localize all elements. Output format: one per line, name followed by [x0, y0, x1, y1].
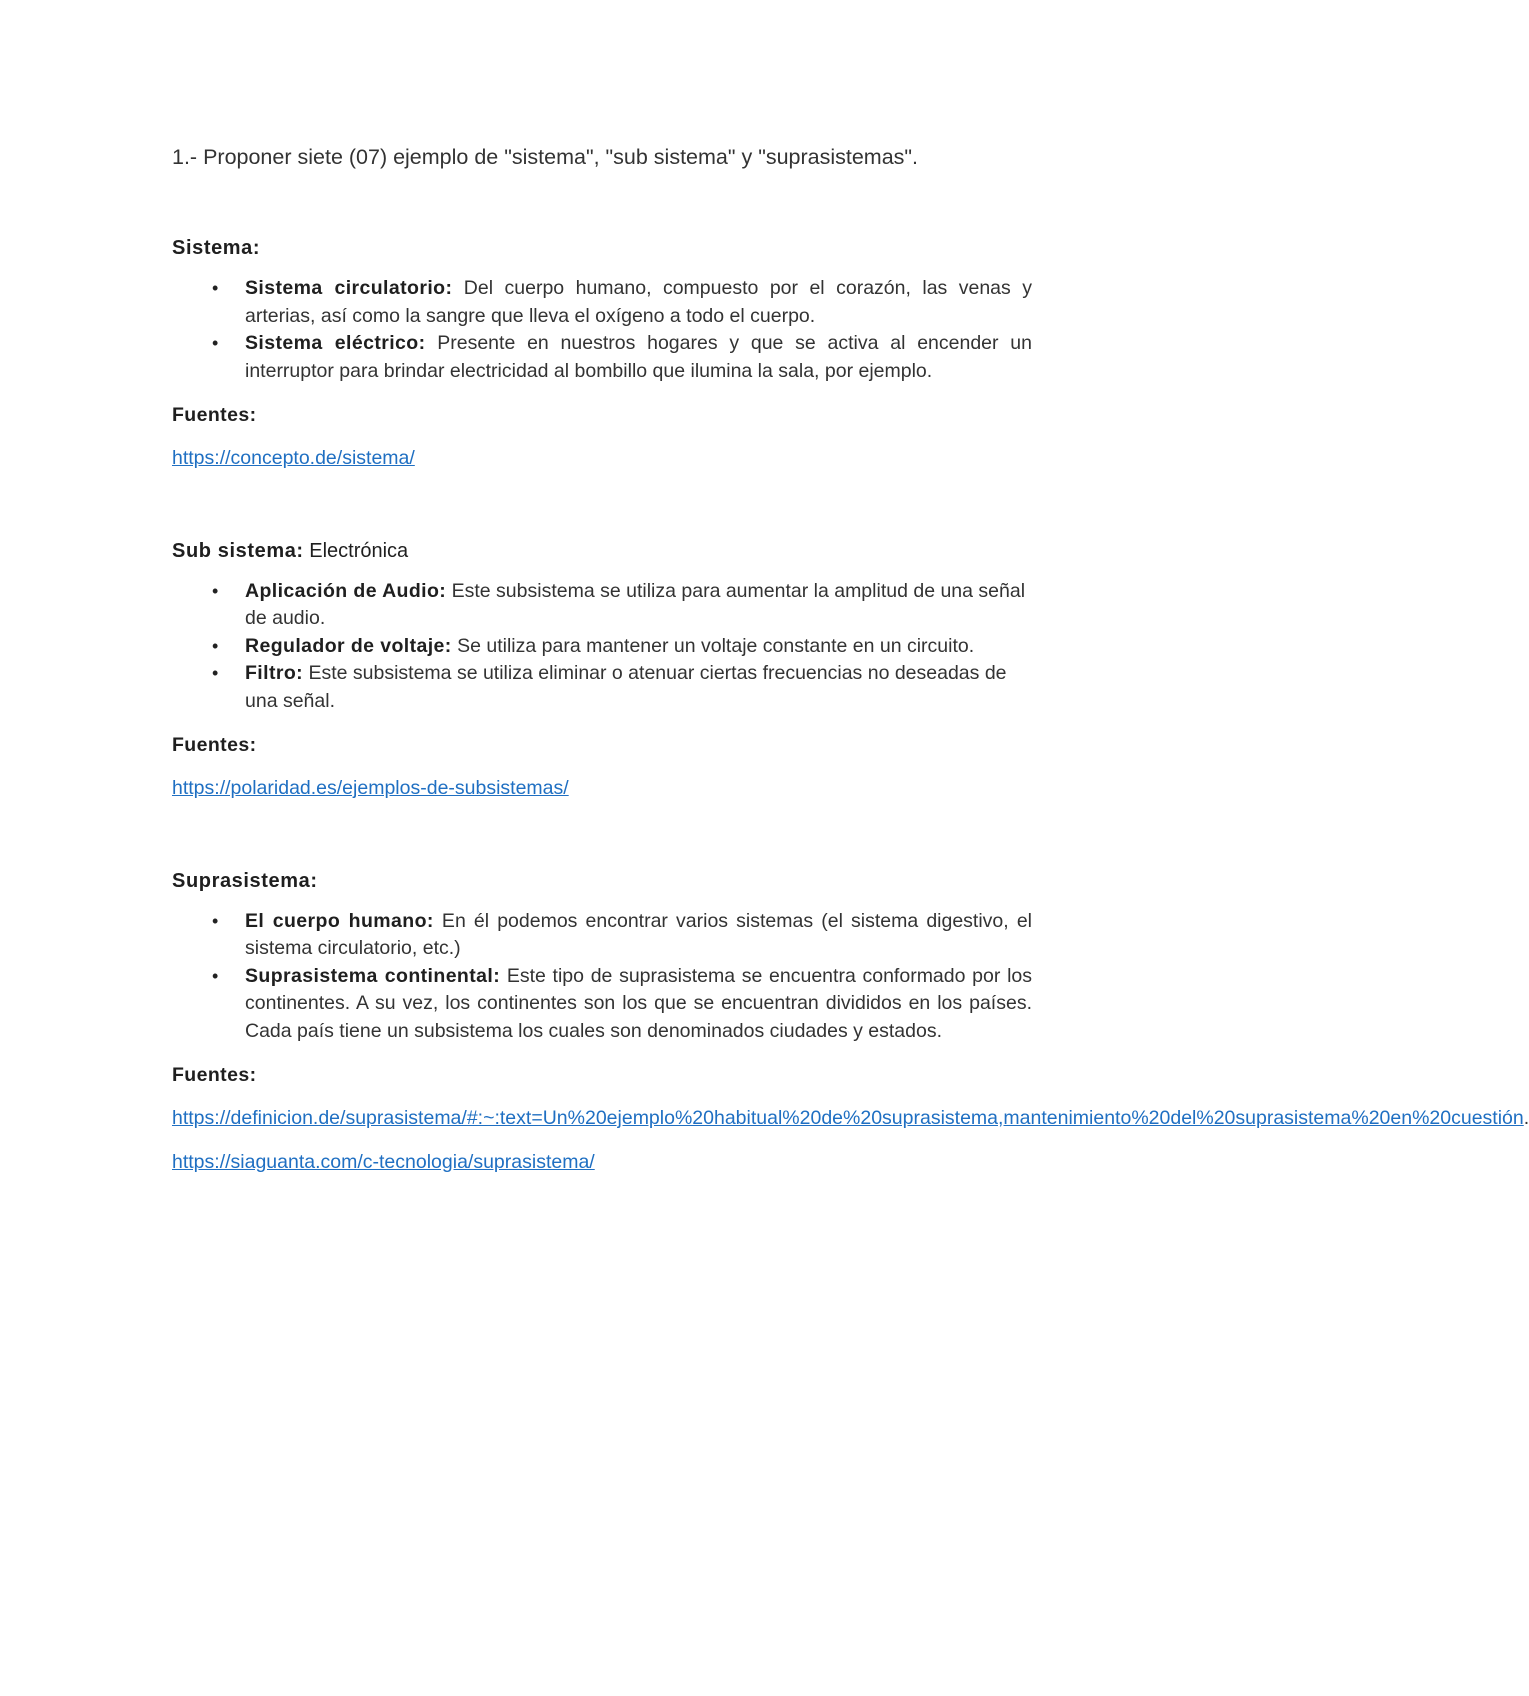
heading-label: Suprasistema:: [172, 869, 318, 892]
item-text: Se utiliza para mantener un voltaje constante en un circuito.: [451, 634, 975, 657]
item-text: Del cuerpo humano, compuesto por el corazón, las venas y arterias, así como la sangre que lleva el oxígeno a todo el cuerpo.: [245, 277, 1032, 327]
bullet-icon: •: [212, 965, 219, 986]
item-text: Este tipo de suprasistema se encuentra conformado por los continentes. A su vez, los continentes son los que se encuentran divididos en los países. Cada país tiene un subsistema los cuales son denominados ciudades y estados.: [245, 964, 1032, 1042]
section-heading: [172, 234, 1032, 262]
bullet-list: [172, 275, 1032, 385]
fuentes-label: Fuentes:: [172, 404, 257, 426]
section-sistema: [172, 234, 1032, 473]
source-link[interactable]: https://polaridad.es/ejemplos-de-subsistemas/: [172, 777, 569, 799]
source-link-paragraph: [172, 445, 1032, 473]
fuentes-label: Fuentes:: [172, 1064, 257, 1086]
section-heading: [172, 867, 1032, 895]
source-link-paragraph: [172, 1149, 1032, 1177]
bullet-icon: •: [212, 635, 219, 656]
source-link-paragraph: https://definicion.de/suprasistema/#:~:text=Un%20ejemplo%20habitual%20de%20suprasistema,mantenimiento%20del%20suprasistema%20en%20cuestión.: [172, 1107, 1529, 1129]
bullet-icon: •: [212, 580, 219, 601]
list-item: [172, 275, 1032, 330]
heading-label: Sub sistema:: [172, 539, 304, 562]
section-suprasistema: [172, 867, 1529, 1177]
source-link[interactable]: https://definicion.de/suprasistema/#:~:text=Un%20ejemplo%20habitual%20de%20suprasistema,mantenimiento%20del%20suprasistema%20en%20cuestión: [172, 1107, 1524, 1129]
item-term: Sistema eléctrico:: [245, 332, 426, 354]
source-link-paragraph: [172, 775, 1032, 803]
list-item: [172, 330, 1032, 385]
document-body: [172, 143, 1529, 1192]
heading-label: Sistema:: [172, 237, 261, 259]
section-sub-sistema: [172, 537, 1032, 803]
item-term: Regulador de voltaje:: [245, 634, 452, 657]
item-text: Este subsistema se utiliza eliminar o atenuar ciertas frecuencias no deseadas de una señal.: [245, 662, 1007, 712]
question-text: 1.- Proponer siete (07) ejemplo de "sistema", "sub sistema" y "suprasistemas".: [172, 145, 919, 169]
item-term: Aplicación de Audio:: [245, 579, 447, 602]
bullet-list: [172, 908, 1032, 1046]
source-link[interactable]: https://concepto.de/sistema/: [172, 447, 415, 469]
section-spacer: [172, 819, 1032, 867]
list-item: [172, 908, 1032, 963]
item-term: Filtro:: [245, 662, 304, 684]
section-spacer: [172, 489, 1032, 537]
list-item: [172, 578, 1032, 633]
list-item: [172, 963, 1032, 1046]
item-text: En él podemos encontrar varios sistemas (el sistema digestivo, el sistema circulatorio, etc.): [245, 909, 1032, 959]
bullet-icon: •: [212, 333, 219, 353]
fuentes-label: Fuentes:: [172, 734, 257, 756]
list-item: [172, 633, 1032, 661]
item-term: Sistema circulatorio:: [245, 277, 453, 299]
item-term: Suprasistema continental:: [245, 964, 501, 987]
heading-rest: Electrónica: [303, 539, 409, 562]
section-heading: [172, 537, 1032, 565]
item-text: Presente en nuestros hogares y que se activa al encender un interruptor para brindar electricidad al bombillo que ilumina la sala, por ejemplo.: [245, 332, 1032, 382]
item-text: Este subsistema se utiliza para aumentar la amplitud de una señal de audio.: [245, 579, 1026, 629]
source-link[interactable]: https://siaguanta.com/c-tecnologia/suprasistema/: [172, 1150, 595, 1173]
list-item: [172, 660, 1032, 715]
bullet-icon: •: [212, 663, 219, 683]
bullet-icon: •: [212, 910, 219, 931]
bullet-icon: •: [212, 278, 219, 298]
bullet-list: [172, 578, 1032, 716]
item-term: El cuerpo humano:: [245, 909, 434, 932]
